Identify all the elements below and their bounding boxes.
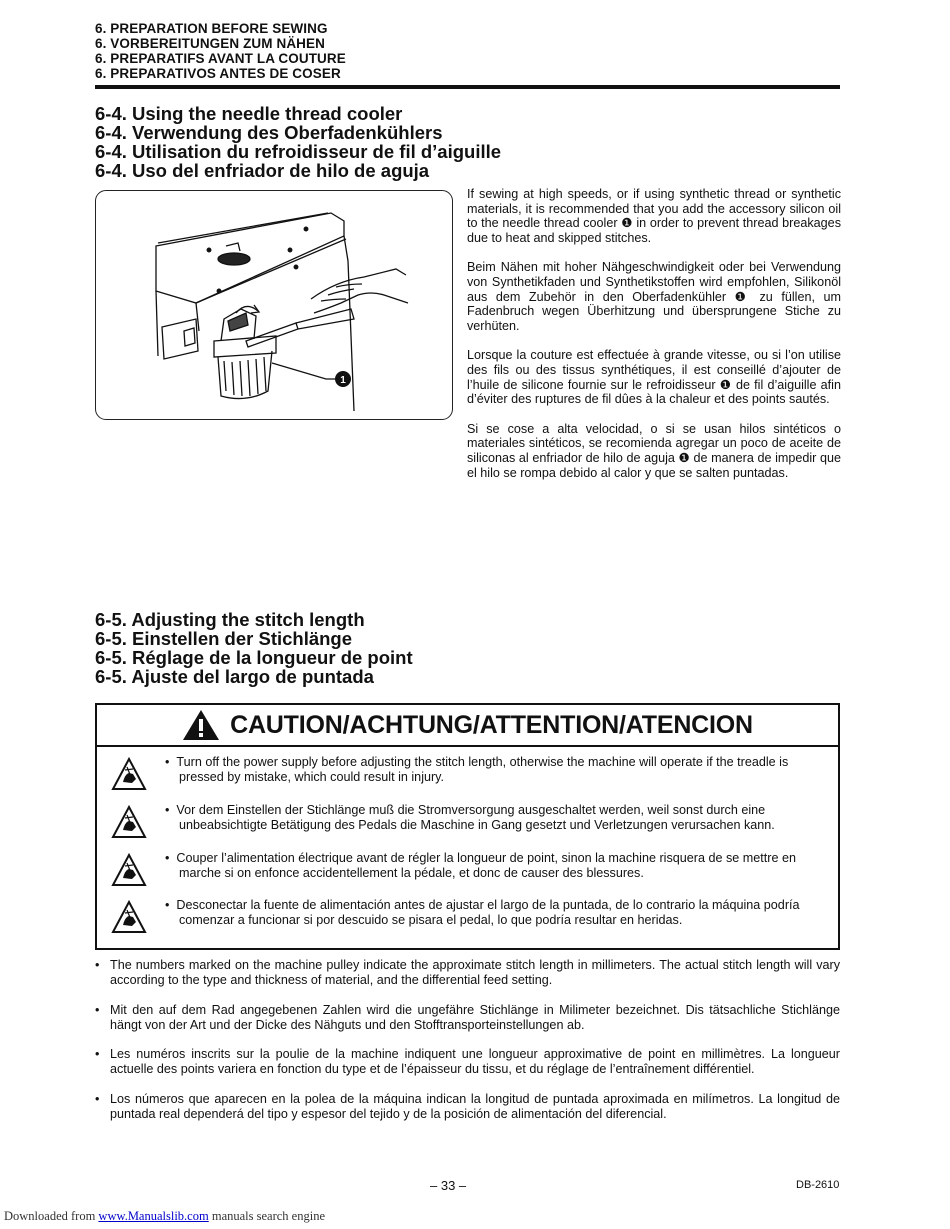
footer-suffix: manuals search engine bbox=[208, 1209, 325, 1223]
bullet-dot: • bbox=[95, 1002, 100, 1017]
note-de bbox=[95, 1003, 840, 1033]
section-6-4-titles bbox=[95, 104, 695, 180]
note-en-text: The numbers marked on the machine pulley indicate the approximate stitch length in millimeters. The actual stitch length will vary according to the type and thickness of material, and the differential feed setting. bbox=[110, 958, 840, 987]
footer-prefix: Downloaded from bbox=[4, 1209, 99, 1223]
note-fr-text: Les numéros inscrits sur la poulie de la machine indiquent une longueur approximative de point en millimètres. La longueur actuelle des points variera en fonction du type et de l’épaisseur du tissu, et du réglage de l’entraînement différentiel. bbox=[110, 1047, 840, 1076]
section-title-en: 6-4. Using the needle thread cooler bbox=[95, 103, 403, 124]
chapter-title-es: 6. PREPARATIVOS ANTES DE COSER bbox=[95, 66, 341, 81]
document-id: DB-2610 bbox=[796, 1179, 840, 1191]
caution-text-de bbox=[165, 803, 832, 833]
bullet-dot: • bbox=[165, 851, 177, 865]
section-title-fr: 6-5. Réglage de la longueur de point bbox=[95, 647, 413, 668]
section-title-en: 6-5. Adjusting the stitch length bbox=[95, 609, 365, 630]
note-de-text: Mit den auf dem Rad angegebenen Zahlen wird die ungefähre Stichlänge in Milimeter bezeichnet. Dis tätsachliche Stichlänge hängt von der Art und der Dicke des Nähguts und den Stofftransporteinstellungen ab. bbox=[110, 1002, 840, 1032]
caution-text-en-body: Turn off the power supply before adjusting the stitch length, otherwise the machine will operate if the treadle is pressed by mistake, which could result in injury. bbox=[176, 755, 789, 784]
header-divider bbox=[95, 85, 840, 89]
caution-text-de-body: Vor dem Einstellen der Stichlänge muß die Stromversorgung ausgeschaltet werden, weil sonst durch eine unbeabsichtigte Betätigung des Pedals die Maschine in Gang gesetzt und Verletzungen verursachen kann. bbox=[176, 803, 775, 832]
stitch-length-notes bbox=[95, 958, 840, 1136]
caution-text-fr-body: Couper l’alimentation électrique avant de régler la longueur de point, sinon la machine risquera de se mettre en marche si on enfonce accidentellement la pédale, et donc de causer des blessures. bbox=[176, 851, 796, 880]
section-title-es: 6-4. Uso del enfriador de hilo de aguja bbox=[95, 160, 430, 181]
hand-hazard-icon bbox=[111, 853, 147, 887]
caution-text-es bbox=[165, 898, 832, 928]
needle-thread-cooler-illustration bbox=[95, 190, 453, 420]
paragraph-es: Si se cose a alta velocidad, o si se usan hilos sintéticos o materiales sintéticos, se recomienda agregar un poco de aceite de siliconas al enfriador de hilo de aguja ❶ de manera de impedir que el hilo se rompa debido al calor y que se salten puntadas. bbox=[467, 421, 841, 480]
bullet-dot: • bbox=[165, 803, 177, 817]
bullet-dot: • bbox=[95, 958, 100, 972]
note-es bbox=[95, 1092, 840, 1122]
paragraph-en: If sewing at high speeds, or if using synthetic thread or synthetic materials, it is recommended that you add the accessory silicon oil to the needle thread cooler ❶ in order to prevent thread breakages due to heat and skipped stitches. bbox=[467, 187, 841, 246]
section-title-es: 6-5. Ajuste del largo de puntada bbox=[95, 666, 374, 687]
svg-text:1: 1 bbox=[340, 375, 346, 386]
bullet-dot: • bbox=[95, 1047, 100, 1061]
chapter-header bbox=[95, 21, 840, 81]
section-title-de: 6-5. Einstellen der Stichlänge bbox=[95, 628, 353, 649]
hand-hazard-icon bbox=[111, 900, 147, 934]
section-6-4-text bbox=[467, 187, 841, 495]
download-footer bbox=[4, 1209, 325, 1224]
manualslib-link[interactable]: www.Manualslib.com bbox=[98, 1209, 209, 1223]
caution-title: CAUTION/ACHTUNG/ATTENTION/ATENCION bbox=[230, 710, 753, 739]
chapter-title-fr: 6. PREPARATIFS AVANT LA COUTURE bbox=[95, 51, 346, 66]
caution-text-en bbox=[165, 755, 832, 785]
machine-drawing bbox=[96, 191, 452, 419]
page-number: – 33 – bbox=[430, 1178, 467, 1193]
chapter-title-de: 6. VORBEREITUNGEN ZUM NÄHEN bbox=[95, 36, 325, 51]
chapter-title-en: 6. PREPARATION BEFORE SEWING bbox=[95, 21, 328, 36]
note-en bbox=[95, 958, 840, 988]
hand-hazard-icon bbox=[111, 805, 147, 839]
note-fr bbox=[95, 1047, 840, 1077]
hand-hazard-icon bbox=[111, 757, 147, 791]
note-es-text: Los números que aparecen en la polea de la máquina indican la longitud de puntada aproximada en milímetros. La longitud de puntada real dependerá del tipo y espesor del tejido y de la posición de alimentación del diferencial. bbox=[110, 1091, 840, 1121]
bullet-dot: • bbox=[165, 898, 177, 912]
bullet-dot: • bbox=[95, 1091, 100, 1106]
warning-triangle-icon bbox=[182, 709, 220, 741]
paragraph-de: Beim Nähen mit hoher Nähgeschwindigkeit oder bei Verwendung von Synthetikfaden und Synthetikstoffen wird empfohlen, Silikonöl aus dem Zubehör in den Oberfadenkühler ❶ zu füllen, um Fadenbruch wegen Überhitzung und übersprungene Stiche zu verhüten. bbox=[467, 260, 841, 334]
paragraph-fr: Lorsque la couture est effectuée à grande vitesse, ou si l’on utilise des fils ou des tissus synthétiques, il est conseillé d’ajouter de l’huile de silicone fournie sur le refroidisseur ❶ de fil d’aiguille afin d’éviter des ruptures de fil dûes à la chaleur et des points sautés. bbox=[467, 348, 841, 407]
caution-header bbox=[97, 705, 838, 747]
caution-text-fr bbox=[165, 851, 832, 881]
section-title-de: 6-4. Verwendung des Oberfadenkühlers bbox=[95, 122, 443, 143]
caution-text-es-body: Desconectar la fuente de alimentación antes de ajustar el largo de la puntada, de lo contrario la máquina podría comenzar a funcionar si por descuido se pisara el pedal, lo que podría resultar en heridas. bbox=[176, 898, 800, 927]
section-title-fr: 6-4. Utilisation du refroidisseur de fil d’aiguille bbox=[95, 141, 502, 162]
section-6-5-titles bbox=[95, 610, 695, 686]
caution-box bbox=[95, 703, 840, 950]
bullet-dot: • bbox=[165, 755, 177, 769]
